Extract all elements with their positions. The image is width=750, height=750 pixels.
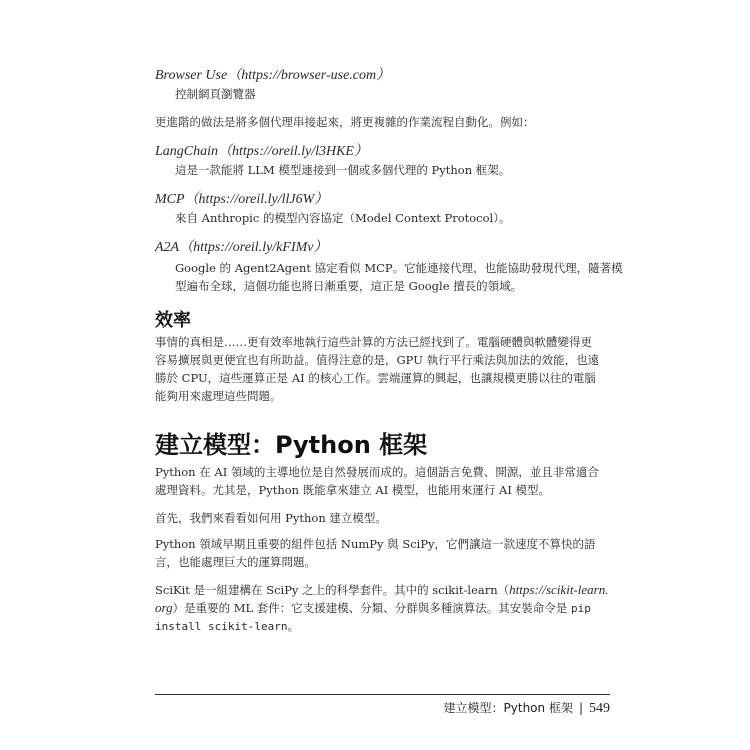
scikit-learn-link-cont[interactable]: org — [155, 600, 173, 615]
install-code-cont: install scikit-learn — [155, 620, 288, 633]
section-heading: 建立模型：Python 框架 — [155, 431, 428, 459]
intro-line: 更進階的做法是將多個代理串接起來，將更複雜的作業流程自動化。例如： — [155, 115, 535, 129]
efficiency-line-4: 能夠用來處理這些問題。 — [155, 389, 282, 403]
efficiency-line-3: 勝於 CPU，這些運算正是 AI 的核心工作。雲端運算的興起，也讓規模更勝以往的電腦 — [155, 371, 596, 385]
a2a-desc-line-2: 型遍布全球，這個功能也將日漸重要，這正是 Google 擅長的領域。 — [175, 279, 523, 293]
section-p1-line-2: 處理資料。尤其是，Python 既能拿來建立 AI 模型，也能用來運行 AI 模型。 — [155, 483, 551, 497]
p4-text: SciKit 是一組建構在 SciPy 之上的科學套件。其中的 scikit-learn（ — [155, 583, 510, 597]
section-p3-line-2: 言，也能處理巨大的運算問題。 — [155, 555, 316, 569]
section-p3-line-1: Python 領域早期且重要的組件包括 NumPy 與 SciPy，它們讓這一款速度不算快的語 — [155, 537, 596, 551]
p4-text-2: ）是重要的 ML 套件：它支援建模、分類、分群與多種演算法。其安裝命令是 — [172, 601, 571, 615]
footer-chapter-title: 建立模型：Python 框架 — [443, 701, 573, 715]
langchain-desc: 這是一款能將 LLM 模型連接到一個或多個代理的 Python 框架。 — [175, 163, 511, 177]
mcp-term: MCP（https://oreil.ly/llJ6W） — [155, 192, 329, 207]
efficiency-heading: 效率 — [155, 310, 191, 331]
langchain-term: LangChain（https://oreil.ly/l3HKE） — [155, 144, 368, 159]
browser-use-term: Browser Use（https://browser-use.com） — [155, 68, 391, 83]
section-p1-line-1: Python 在 AI 領域的主導地位是自然發展而成的。這個語言免費、開源，並且非常適合 — [155, 465, 599, 479]
footer-rule — [155, 694, 610, 695]
browser-use-desc: 控制網頁瀏覽器 — [175, 87, 256, 101]
a2a-term: A2A（https://oreil.ly/kFIMv） — [155, 240, 328, 255]
a2a-desc-line-1: Google 的 Agent2Agent 協定看似 MCP。它能連接代理，也能協助發現代理，隨著模 — [175, 261, 623, 275]
page-footer — [444, 699, 610, 717]
mcp-desc: 來自 Anthropic 的模型內容協定（Model Context Protocol）。 — [175, 211, 511, 225]
section-p4-line-3 — [155, 618, 299, 634]
efficiency-line-2: 容易擴展與更便宜也有所助益。值得注意的是，GPU 執行平行乘法與加法的效能，也遠 — [155, 353, 600, 367]
section-p4-line-2 — [155, 600, 591, 616]
section-p4-line-1 — [155, 582, 608, 598]
p4-end: 。 — [287, 619, 299, 633]
scikit-learn-link[interactable]: https://scikit-learn. — [509, 582, 609, 597]
footer-separator: | — [578, 701, 583, 715]
page-number: 549 — [589, 701, 610, 716]
efficiency-line-1: 事情的真相是……更有效率地執行這些計算的方法已經找到了。電腦硬體與軟體變得更 — [155, 335, 592, 349]
install-code: pip — [570, 602, 591, 615]
section-p2: 首先，我們來看看如何用 Python 建立模型。 — [155, 511, 387, 525]
